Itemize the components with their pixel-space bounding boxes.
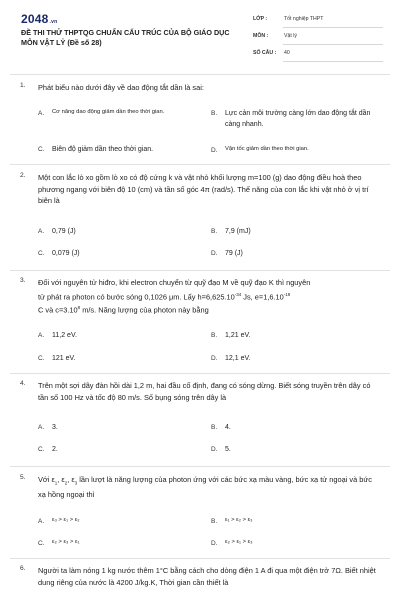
option-text: Lực cản môi trường càng lớn dao động tắt dần càng nhanh.: [225, 110, 371, 128]
meta-underline: [283, 61, 383, 62]
subscript: 1: [54, 480, 58, 486]
option-key: B.: [211, 424, 218, 431]
option-a[interactable]: [38, 516, 80, 527]
option-a[interactable]: [38, 108, 172, 119]
exponent: -34: [234, 291, 242, 297]
option-a[interactable]: [38, 226, 76, 237]
option-key: C.: [38, 355, 45, 362]
subscript: 2: [64, 480, 68, 486]
option-text: 79 (J): [225, 250, 243, 257]
option-text: 12,1 eV.: [225, 355, 251, 362]
option-key: A.: [38, 424, 45, 431]
option-d[interactable]: [211, 538, 253, 549]
question-text: [38, 474, 378, 500]
option-key: C.: [38, 146, 45, 153]
option-b[interactable]: [211, 108, 375, 130]
question-text: Một con lắc lò xo gồm lò xo có độ cứng k và vật nhỏ khối lượng m=100 (g) dao động điều hoà theo phương ngang với biên độ 10 (cm) và tần số góc 4π (rad/s). Thế năng của con lắc khi vật nhỏ ở vị trí biên là: [38, 173, 369, 205]
option-text: 11,2 eV.: [52, 332, 77, 339]
option-key: D.: [211, 446, 218, 453]
option-key: B.: [211, 332, 218, 339]
option-c[interactable]: [38, 353, 76, 364]
option-key: A.: [38, 228, 45, 235]
option-text: ε₂ > ε₃ > ε₁: [52, 539, 80, 545]
option-key: D.: [211, 250, 218, 257]
option-text: 1,21 eV.: [225, 332, 251, 339]
site-logo[interactable]: [21, 12, 57, 26]
question-text: Người ta làm nóng 1 kg nước thêm 1°C bằng cách cho dòng điện 1 A đi qua một điện trở 7Ω. Biết nhiệt dung riêng của nước là 4200 J/kg.K, Thời gian cần thiết là: [38, 566, 376, 587]
option-text: 5.: [225, 446, 231, 453]
subscript: 3: [74, 480, 78, 486]
option-d[interactable]: [211, 145, 309, 156]
option-a[interactable]: [38, 330, 77, 341]
option-c[interactable]: [38, 444, 58, 455]
option-key: A.: [38, 332, 45, 339]
exponent: -19: [283, 291, 291, 297]
exponent: 8: [77, 305, 81, 311]
logo-sub: .vn: [49, 19, 58, 25]
question-text-line: C và c=3.10: [38, 305, 78, 315]
meta-row-class: [253, 14, 383, 31]
meta-value: 40: [284, 50, 290, 56]
question-text: [38, 277, 378, 316]
option-text: Biên độ giảm dần theo thời gian.: [52, 146, 154, 153]
question-number: 3.: [20, 277, 26, 284]
option-text: Vận tốc giảm dần theo thời gian.: [225, 146, 309, 152]
option-text: ε₃ > ε₁ > ε₂: [52, 517, 80, 523]
option-b[interactable]: [211, 330, 250, 341]
option-c[interactable]: [38, 538, 80, 549]
option-text: 7,9 (mJ): [225, 228, 251, 235]
option-text: ε₂ > ε₁ > ε₃: [225, 539, 253, 545]
option-d[interactable]: [211, 353, 250, 364]
question-text-line: tử phát ra photon có bước sóng 0,1026 μm. Lấy h=6,625.10: [38, 291, 235, 301]
option-d[interactable]: [211, 444, 231, 455]
option-b[interactable]: [211, 422, 231, 433]
question-divider: [10, 466, 390, 467]
meta-underline: [283, 27, 383, 28]
question-text-part: , ε: [67, 475, 75, 484]
option-key: C.: [38, 446, 45, 453]
question-text: Trên một sợi dây đàn hồi dài 1,2 m, hai đầu cố định, đang có sóng dừng. Biết sóng truyền trên dây có tần số 100 Hz và tốc độ 80 m/s. Số bụng sóng trên dây là: [38, 381, 371, 402]
option-key: B.: [211, 518, 218, 525]
option-key: A.: [38, 110, 45, 117]
option-key: D.: [211, 355, 218, 362]
question-number: 2.: [20, 172, 26, 179]
logo-main: 2048: [21, 12, 49, 26]
question-text-line: m/s. Năng lượng của photon này bằng: [80, 305, 209, 315]
option-key: D.: [211, 147, 218, 154]
exam-meta: [253, 14, 383, 65]
question-number: 6.: [20, 565, 26, 572]
option-text: 121 eV.: [52, 355, 76, 362]
question-divider: [10, 373, 390, 374]
question-number: 4.: [20, 380, 26, 387]
meta-key: SỐ CÂU :: [253, 50, 277, 56]
question-text-line: Js, e=1,6.10: [241, 291, 284, 301]
option-text: 3.: [52, 424, 58, 431]
option-a[interactable]: [38, 422, 58, 433]
meta-value: Vật lý: [284, 33, 297, 39]
option-text: Cơ năng dao động giảm dần theo thời gian.: [52, 109, 165, 115]
option-c[interactable]: [38, 144, 153, 155]
question-text-part: , ε: [57, 475, 65, 484]
option-key: D.: [211, 540, 218, 547]
option-key: B.: [211, 228, 218, 235]
meta-row-count: [253, 48, 383, 65]
option-b[interactable]: [211, 516, 253, 527]
option-text: 4.: [225, 424, 231, 431]
header-divider: [10, 74, 390, 75]
exam-title: ĐỀ THI THỬ THPTQG CHUẨN CẤU TRÚC CỦA BỘ GIÁO DỤC MÔN VẬT LỶ (Đề số 28): [21, 28, 230, 47]
meta-key: MÔN :: [253, 33, 269, 39]
meta-row-subject: [253, 31, 383, 48]
option-key: C.: [38, 250, 45, 257]
option-key: B.: [211, 110, 218, 117]
option-text: 0,079 (J): [52, 250, 80, 257]
question-text-line: Đối với nguyên tử hiđro, khi electron chuyển từ quỹ đạo M về quỹ đạo K thì nguyên: [38, 278, 311, 287]
option-c[interactable]: [38, 248, 80, 259]
option-key: A.: [38, 518, 45, 525]
question-number: 1.: [20, 82, 26, 89]
question-text-part: lần lượt là năng lượng của photon ứng với các bức xạ màu vàng, bức xạ tử ngoại và bức xạ hồng ngoại thì: [38, 475, 373, 499]
meta-key: LỚP :: [253, 16, 268, 22]
exam-header: [0, 0, 400, 72]
meta-value: Tốt nghiệp THPT: [284, 16, 324, 22]
question-text-part: Với ε: [38, 475, 55, 484]
question-divider: [10, 270, 390, 271]
meta-underline: [283, 44, 383, 45]
question-text: Phát biểu nào dưới đây về dao động tắt dần là sai:: [38, 83, 204, 92]
option-text: ε₁ > ε₂ > ε₃: [225, 517, 253, 523]
option-b[interactable]: [211, 226, 251, 237]
question-divider: [10, 558, 390, 559]
option-text: 2.: [52, 446, 58, 453]
option-key: C.: [38, 540, 45, 547]
question-divider: [10, 164, 390, 165]
option-d[interactable]: [211, 248, 243, 259]
option-text: 0,79 (J): [52, 228, 76, 235]
question-number: 5.: [20, 474, 26, 481]
